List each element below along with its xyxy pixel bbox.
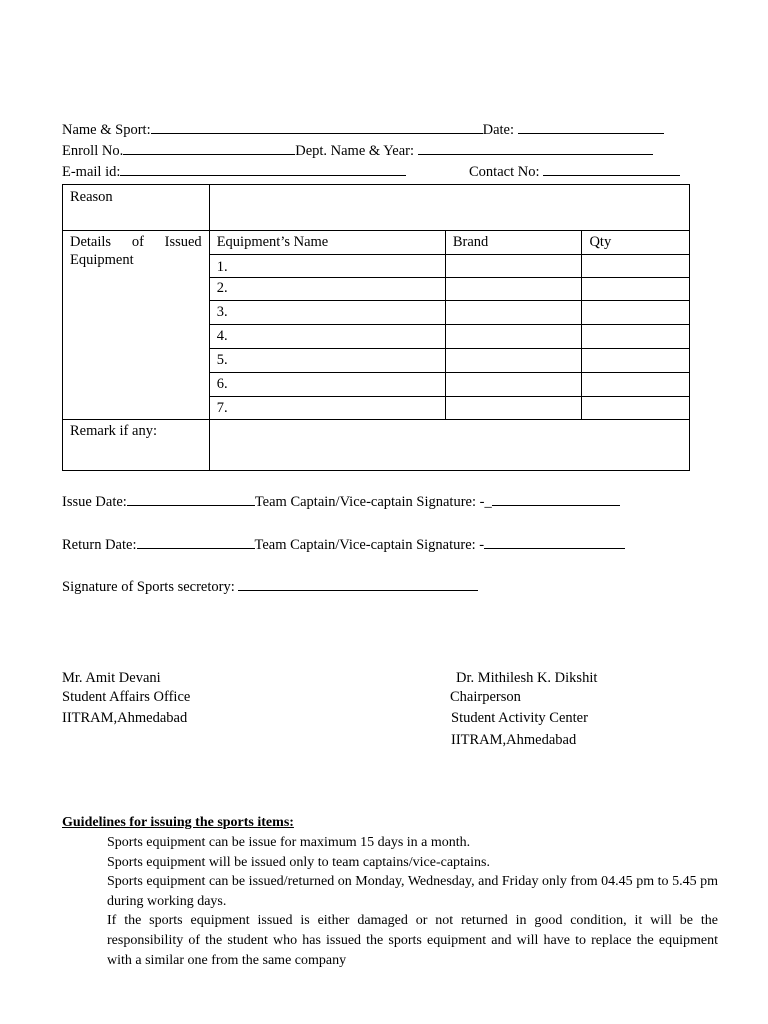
return-date-row	[62, 536, 625, 553]
email-label: E-mail id:	[62, 164, 121, 180]
date-label: Date:	[482, 122, 515, 138]
details-label: Details of Issued Equipment	[63, 231, 210, 420]
equipment-form-table	[62, 184, 690, 471]
contact-row	[469, 163, 680, 180]
brand-cell[interactable]	[445, 373, 582, 397]
qty-cell[interactable]	[582, 278, 690, 301]
row-number[interactable]: 3.	[209, 301, 445, 325]
row-number[interactable]: 7.	[209, 397, 445, 420]
reason-label: Reason	[63, 185, 210, 231]
issue-date-field[interactable]	[127, 493, 255, 506]
guidelines-list	[107, 833, 718, 970]
guideline-item: Sports equipment will be issued only to team captains/vice-captains.	[107, 854, 490, 870]
sports-secretary-label: Signature of Sports secretory:	[62, 579, 235, 595]
remark-label: Remark if any:	[63, 420, 210, 471]
captain-signature-field-1[interactable]	[492, 493, 620, 506]
column-header-equipment: Equipment’s Name	[209, 231, 445, 255]
name-sport-row	[62, 121, 664, 138]
row-number[interactable]: 5.	[209, 349, 445, 373]
dept-label: Dept. Name & Year:	[295, 143, 415, 159]
guideline-item: Sports equipment can be issue for maximum 15 days in a month.	[107, 835, 471, 850]
column-header-brand: Brand	[445, 231, 582, 255]
qty-cell[interactable]	[582, 255, 690, 278]
reason-field[interactable]	[209, 185, 689, 231]
captain-signature-field-2[interactable]	[484, 536, 625, 549]
brand-cell[interactable]	[445, 278, 582, 301]
reason-row	[63, 185, 690, 231]
brand-cell[interactable]	[445, 349, 582, 373]
guideline-item: If the sports equipment issued is either damaged or not returned in good condition, it will be the responsibility of the student who has issued the sports equipment and will have to replace the equipment with a similar one from the same company	[107, 913, 718, 968]
date-field[interactable]	[518, 121, 664, 134]
right-signatory-name: Dr. Mithilesh K. Dikshit	[456, 670, 598, 686]
brand-cell[interactable]	[445, 325, 582, 349]
return-date-field[interactable]	[137, 536, 255, 549]
remark-field[interactable]	[209, 420, 689, 471]
dept-field[interactable]	[418, 142, 653, 155]
issue-date-label: Issue Date:	[62, 494, 127, 510]
guidelines-title: Guidelines for issuing the sports items:	[62, 815, 294, 830]
table-header-row	[63, 231, 690, 255]
captain-signature-label-1: Team Captain/Vice-captain Signature: -_	[254, 494, 492, 510]
enroll-row	[62, 142, 653, 159]
remark-row	[63, 420, 690, 471]
left-signatory-office: Student Affairs Office	[62, 689, 191, 705]
right-signatory-title: Chairperson	[450, 689, 521, 705]
contact-field[interactable]	[543, 163, 680, 176]
brand-cell[interactable]	[445, 255, 582, 278]
row-number[interactable]: 1.	[209, 255, 445, 278]
guideline-item: Sports equipment can be issued/returned on Monday, Wednesday, and Friday only from 04.45 pm to 5.45 pm during working days.	[107, 874, 718, 909]
right-signatory-center: Student Activity Center	[451, 710, 588, 726]
right-signatory-institute: IITRAM,Ahmedabad	[451, 732, 577, 748]
sports-secretary-row	[62, 578, 478, 595]
enroll-label: Enroll No.	[62, 143, 124, 159]
name-sport-field[interactable]	[151, 121, 483, 134]
captain-signature-label-2: Team Captain/Vice-captain Signature: -	[254, 537, 485, 553]
row-number[interactable]: 4.	[209, 325, 445, 349]
name-sport-label: Name & Sport:	[62, 122, 151, 138]
return-date-label: Return Date:	[62, 537, 137, 553]
sports-secretary-field[interactable]	[238, 578, 478, 591]
contact-label: Contact No:	[469, 164, 540, 180]
brand-cell[interactable]	[445, 397, 582, 420]
issue-date-row	[62, 493, 620, 510]
left-signatory-institute: IITRAM,Ahmedabad	[62, 710, 188, 726]
left-signatory-name: Mr. Amit Devani	[62, 670, 161, 686]
row-number[interactable]: 2.	[209, 278, 445, 301]
brand-cell[interactable]	[445, 301, 582, 325]
column-header-qty: Qty	[582, 231, 690, 255]
qty-cell[interactable]	[582, 397, 690, 420]
enroll-field[interactable]	[123, 142, 295, 155]
email-row	[62, 163, 406, 180]
email-field[interactable]	[120, 163, 406, 176]
row-number[interactable]: 6.	[209, 373, 445, 397]
qty-cell[interactable]	[582, 349, 690, 373]
qty-cell[interactable]	[582, 373, 690, 397]
qty-cell[interactable]	[582, 325, 690, 349]
qty-cell[interactable]	[582, 301, 690, 325]
